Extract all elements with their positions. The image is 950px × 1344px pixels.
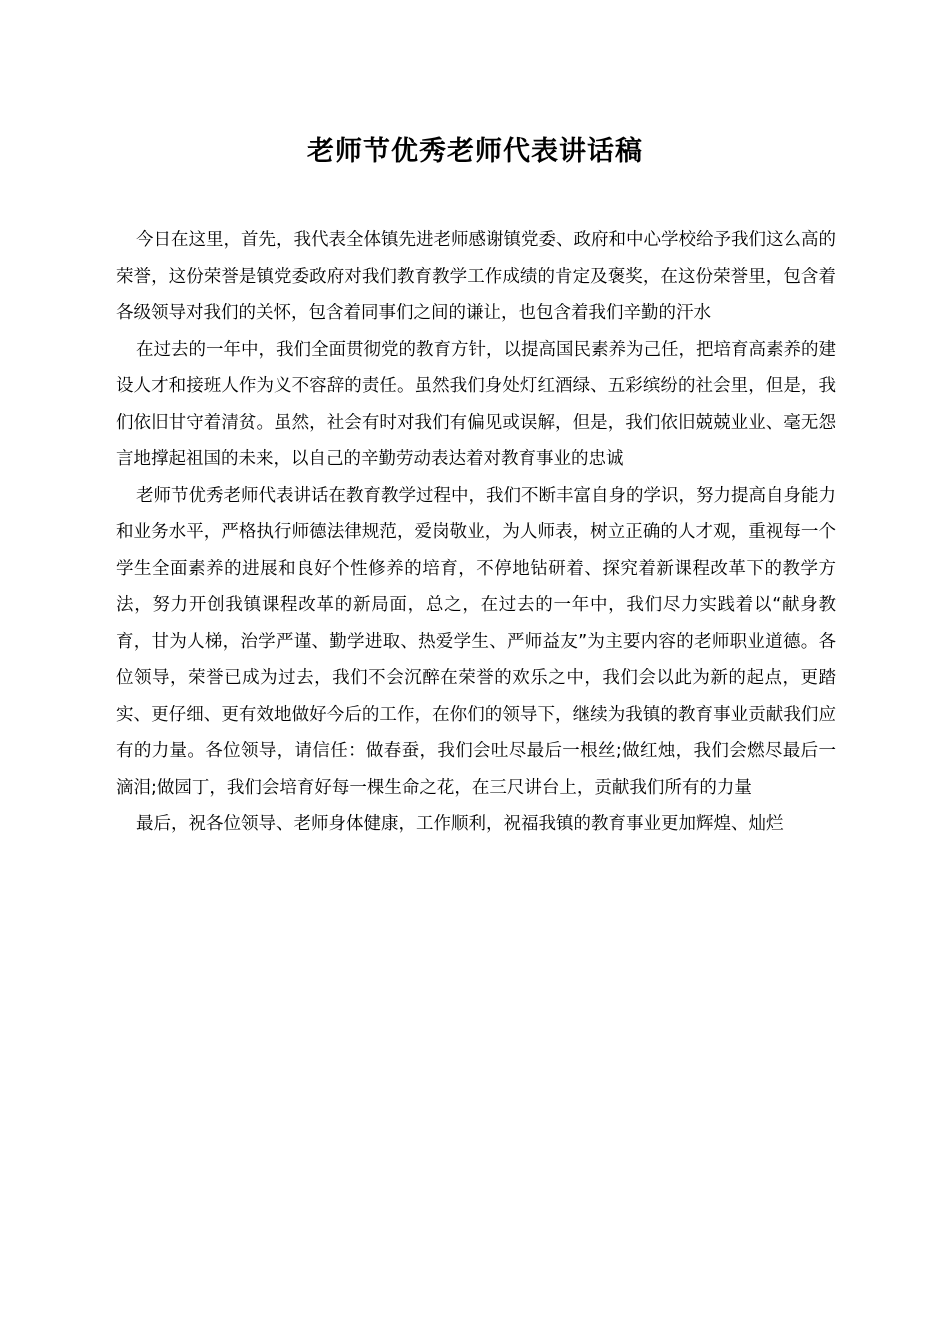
paragraph-4: 最后，祝各位领导、老师身体健康，工作顺利，祝福我镇的教育事业更加辉煌、灿烂: [136, 814, 784, 834]
document-title: 老师节优秀老师代表讲话稿: [307, 136, 643, 167]
paragraph-2: 在过去的一年中，我们全面贯彻党的教育方针，以提高国民素养为己任，把培育高素养的建设人才和接班人作为义不容辞的责任。虽然我们身处灯红酒绿、五彩缤纷的社会里，但是，我们依旧甘守着清贫。虽然，社会有时对我们有偏见或误解，但是，我们依旧兢兢业业、毫无怨言地撑起祖国的未来，以自己的辛勤劳动表达着对教育事业的忠诚: [116, 339, 836, 469]
paragraph-1: 今日在这里，首先，我代表全体镇先进老师感谢镇党委、政府和中心学校给予我们这么高的荣誉，这份荣誉是镇党委政府对我们教育教学工作成绩的肯定及褒奖，在这份荣誉里，包含着各级领导对我们的关怀，包含着同事们之间的谦让，也包含着我们辛勤的汗水: [116, 230, 836, 323]
paragraph-3: 老师节优秀老师代表讲话在教育教学过程中，我们不断丰富自身的学识，努力提高自身能力和业务水平，严格执行师德法律规范，爱岗敬业，为人师表，树立正确的人才观，重视每一个学生全面素养的进展和良好个性修养的培育，不停地钻研着、探究着新课程改革下的教学方法，努力开创我镇课程改革的新局面，总之，在过去的一年中，我们尽力实践着以“献身教育，甘为人梯，治学严谨、勤学进取、热爱学生、严师益友”为主要内容的老师职业道德。各位领导，荣誉已成为过去，我们不会沉醉在荣誉的欢乐之中，我们会以此为新的起点，更踏实、更仔细、更有效地做好今后的工作，在你们的领导下，继续为我镇的教育事业贡献我们应有的力量。各位领导，请信任：做春蚕，我们会吐尽最后一根丝;做红烛，我们会燃尽最后一滴泪;做园丁，我们会培育好每一棵生命之花，在三尺讲台上，贡献我们所有的力量: [116, 485, 836, 798]
document-body: [116, 222, 836, 843]
